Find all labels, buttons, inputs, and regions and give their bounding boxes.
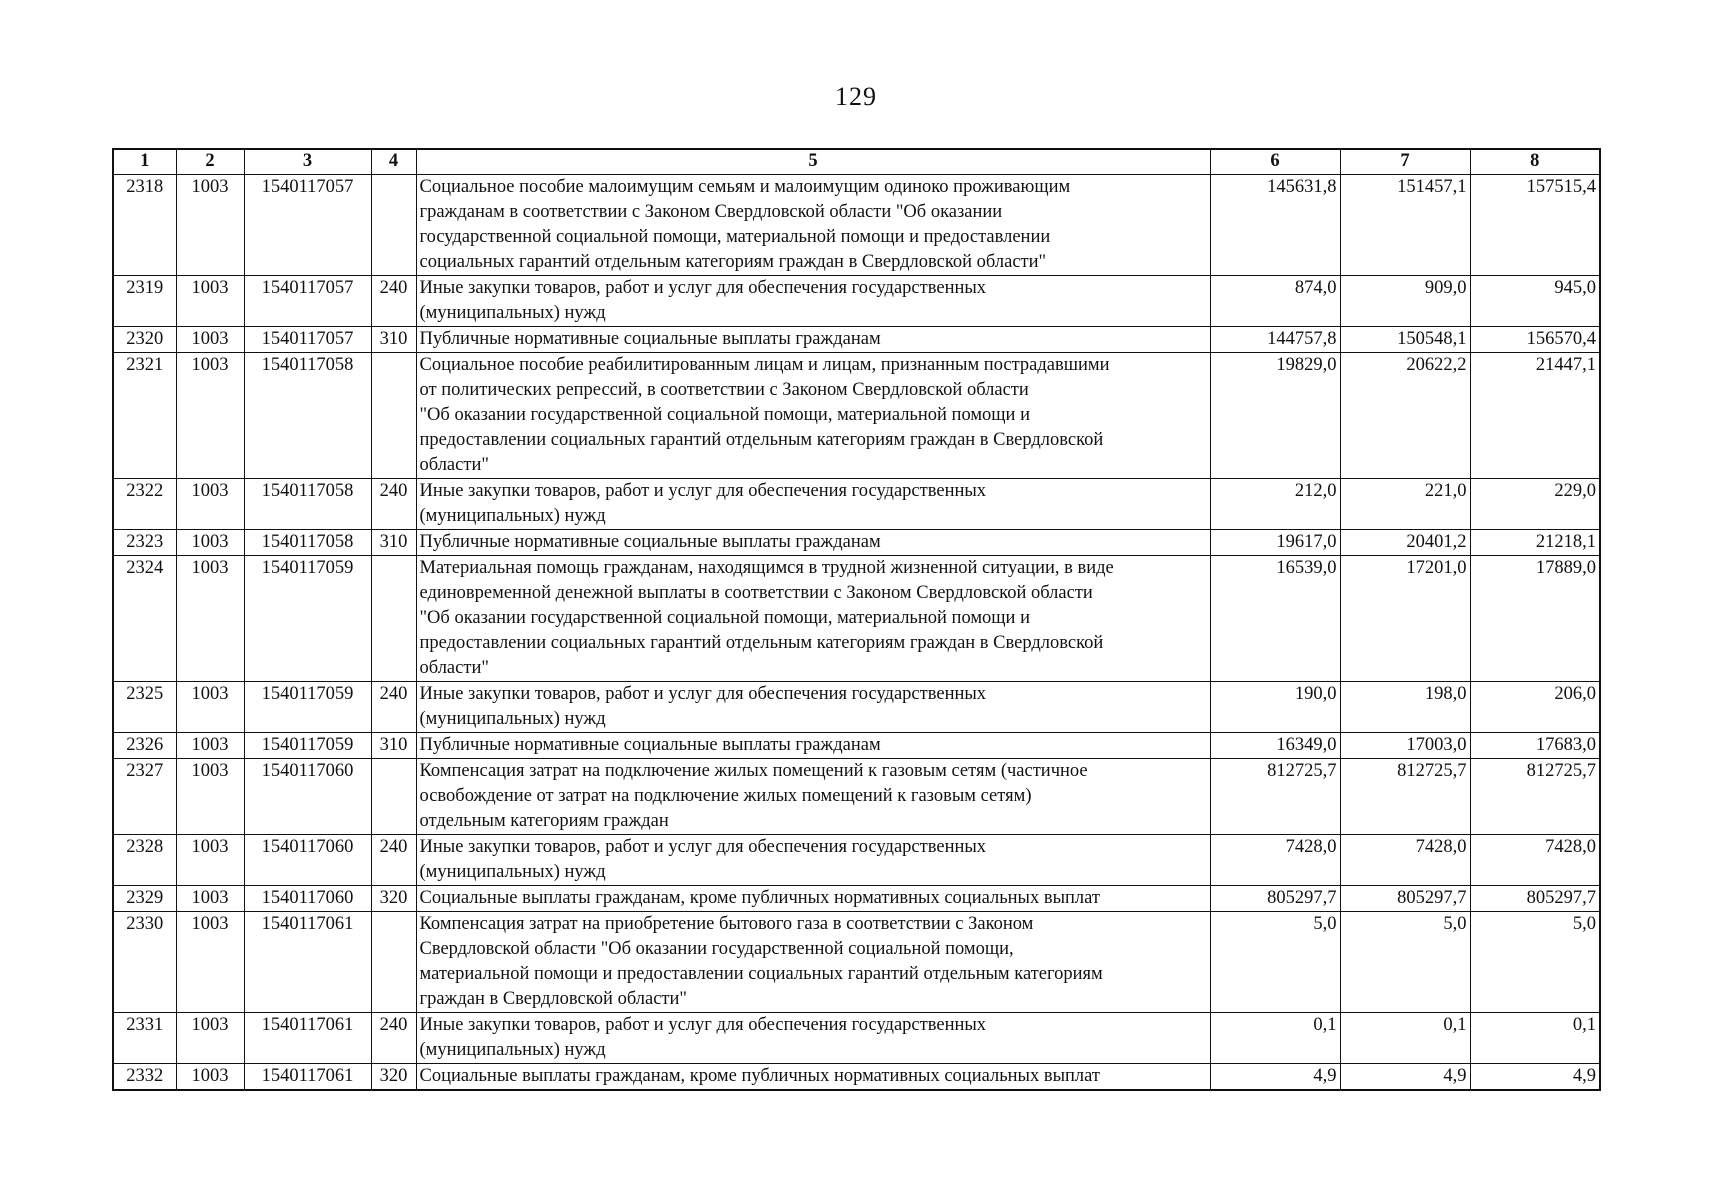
amount-year1-cell: 7428,0	[1210, 835, 1340, 886]
target-article-cell: 1540117060	[244, 835, 371, 886]
target-article-cell: 1540117059	[244, 733, 371, 759]
table-row	[113, 353, 1600, 479]
header-row	[113, 149, 1600, 175]
amount-year1-cell: 5,0	[1210, 912, 1340, 1013]
table-row	[113, 327, 1600, 353]
description-line: граждан в Свердловской области"	[419, 989, 687, 1009]
description-line: Материальная помощь гражданам, находящимся в трудной жизненной ситуации, в виде	[419, 558, 1114, 578]
description-cell	[416, 835, 1210, 886]
table-row	[113, 276, 1600, 327]
section-code-cell: 1003	[176, 556, 244, 682]
description-line: государственной социальной помощи, материальной помощи и предоставлении	[419, 227, 1051, 247]
amount-year2-cell: 221,0	[1340, 479, 1470, 530]
expense-type-cell	[371, 759, 416, 835]
row-number-cell: 2318	[113, 175, 176, 276]
target-article-cell: 1540117061	[244, 1013, 371, 1064]
amount-year2-cell: 805297,7	[1340, 886, 1470, 912]
expense-type-cell: 310	[371, 530, 416, 556]
description-cell	[416, 175, 1210, 276]
description-line: Социальное пособие малоимущим семьям и малоимущим одиноко проживающим	[419, 177, 1071, 197]
section-code-cell: 1003	[176, 1013, 244, 1064]
amount-year2-cell: 151457,1	[1340, 175, 1470, 276]
expense-type-cell	[371, 175, 416, 276]
description-line: от политических репрессий, в соответствии с Законом Свердловской области	[419, 380, 1029, 400]
description-line: (муниципальных) нужд	[419, 1040, 606, 1060]
target-article-cell: 1540117059	[244, 682, 371, 733]
table-row	[113, 530, 1600, 556]
table-row	[113, 759, 1600, 835]
amount-year2-cell: 198,0	[1340, 682, 1470, 733]
column-header: 3	[244, 149, 371, 175]
description-cell	[416, 276, 1210, 327]
amount-year1-cell: 19617,0	[1210, 530, 1340, 556]
target-article-cell: 1540117060	[244, 759, 371, 835]
amount-year1-cell: 805297,7	[1210, 886, 1340, 912]
amount-year1-cell: 145631,8	[1210, 175, 1340, 276]
description-line: предоставлении социальных гарантий отдельным категориям граждан в Свердловской	[419, 430, 1104, 450]
description-line: области"	[419, 658, 489, 678]
target-article-cell: 1540117061	[244, 912, 371, 1013]
section-code-cell: 1003	[176, 479, 244, 530]
row-number-cell: 2320	[113, 327, 176, 353]
column-header: 7	[1340, 149, 1470, 175]
amount-year3-cell: 206,0	[1470, 682, 1600, 733]
amount-year1-cell: 16539,0	[1210, 556, 1340, 682]
table-row	[113, 1064, 1600, 1091]
row-number-cell: 2326	[113, 733, 176, 759]
table-body	[113, 175, 1600, 1091]
target-article-cell: 1540117058	[244, 530, 371, 556]
column-header: 8	[1470, 149, 1600, 175]
description-line: Социальные выплаты гражданам, кроме публичных нормативных социальных выплат	[419, 888, 1100, 908]
expense-type-cell: 240	[371, 479, 416, 530]
section-code-cell: 1003	[176, 886, 244, 912]
amount-year2-cell: 0,1	[1340, 1013, 1470, 1064]
column-header: 5	[416, 149, 1210, 175]
amount-year3-cell: 17889,0	[1470, 556, 1600, 682]
description-line: Иные закупки товаров, работ и услуг для обеспечения государственных	[419, 684, 987, 704]
description-line: единовременной денежной выплаты в соответствии с Законом Свердловской области	[419, 583, 1093, 603]
section-code-cell: 1003	[176, 327, 244, 353]
description-line: (муниципальных) нужд	[419, 303, 606, 323]
description-line: Публичные нормативные социальные выплаты гражданам	[419, 329, 881, 349]
description-cell	[416, 530, 1210, 556]
row-number-cell: 2330	[113, 912, 176, 1013]
amount-year2-cell: 150548,1	[1340, 327, 1470, 353]
row-number-cell: 2322	[113, 479, 176, 530]
amount-year1-cell: 212,0	[1210, 479, 1340, 530]
description-cell	[416, 759, 1210, 835]
amount-year3-cell: 229,0	[1470, 479, 1600, 530]
table-row	[113, 733, 1600, 759]
description-line: области"	[419, 455, 489, 475]
description-cell	[416, 912, 1210, 1013]
description-line: гражданам в соответствии с Законом Свердловской области "Об оказании	[419, 202, 1003, 222]
table-row	[113, 556, 1600, 682]
table-row	[113, 1013, 1600, 1064]
amount-year3-cell: 812725,7	[1470, 759, 1600, 835]
description-line: Публичные нормативные социальные выплаты гражданам	[419, 532, 881, 552]
description-cell	[416, 327, 1210, 353]
description-line: Социальные выплаты гражданам, кроме публичных нормативных социальных выплат	[419, 1066, 1100, 1086]
row-number-cell: 2331	[113, 1013, 176, 1064]
description-line: "Об оказании государственной социальной помощи, материальной помощи и	[419, 405, 1030, 425]
amount-year1-cell: 874,0	[1210, 276, 1340, 327]
table-row	[113, 912, 1600, 1013]
amount-year2-cell: 17201,0	[1340, 556, 1470, 682]
column-header: 6	[1210, 149, 1340, 175]
row-number-cell: 2324	[113, 556, 176, 682]
section-code-cell: 1003	[176, 530, 244, 556]
description-line: материальной помощи и предоставлении социальных гарантий отдельным категориям	[419, 964, 1103, 984]
expense-type-cell: 320	[371, 886, 416, 912]
description-line: Свердловской области "Об оказании государственной социальной помощи,	[419, 939, 1014, 959]
column-header: 1	[113, 149, 176, 175]
description-line: (муниципальных) нужд	[419, 862, 606, 882]
amount-year2-cell: 4,9	[1340, 1064, 1470, 1091]
description-line: Иные закупки товаров, работ и услуг для обеспечения государственных	[419, 481, 987, 501]
amount-year3-cell: 945,0	[1470, 276, 1600, 327]
table-row	[113, 479, 1600, 530]
target-article-cell: 1540117058	[244, 479, 371, 530]
amount-year1-cell: 144757,8	[1210, 327, 1340, 353]
budget-table	[112, 148, 1601, 1091]
expense-type-cell: 310	[371, 327, 416, 353]
amount-year3-cell: 805297,7	[1470, 886, 1600, 912]
section-code-cell: 1003	[176, 276, 244, 327]
description-line: отдельным категориям граждан	[419, 811, 669, 831]
amount-year2-cell: 17003,0	[1340, 733, 1470, 759]
description-line: Иные закупки товаров, работ и услуг для обеспечения государственных	[419, 837, 987, 857]
section-code-cell: 1003	[176, 835, 244, 886]
description-line: предоставлении социальных гарантий отдельным категориям граждан в Свердловской	[419, 633, 1104, 653]
amount-year1-cell: 812725,7	[1210, 759, 1340, 835]
target-article-cell: 1540117061	[244, 1064, 371, 1091]
table-row	[113, 886, 1600, 912]
section-code-cell: 1003	[176, 912, 244, 1013]
row-number-cell: 2319	[113, 276, 176, 327]
expense-type-cell: 240	[371, 276, 416, 327]
amount-year2-cell: 5,0	[1340, 912, 1470, 1013]
expense-type-cell: 310	[371, 733, 416, 759]
expense-type-cell: 240	[371, 835, 416, 886]
amount-year3-cell: 157515,4	[1470, 175, 1600, 276]
expense-type-cell	[371, 556, 416, 682]
description-cell	[416, 1013, 1210, 1064]
row-number-cell: 2328	[113, 835, 176, 886]
section-code-cell: 1003	[176, 175, 244, 276]
description-cell	[416, 479, 1210, 530]
description-line: Компенсация затрат на подключение жилых помещений к газовым сетям (частичное	[419, 761, 1088, 781]
table-row	[113, 175, 1600, 276]
section-code-cell: 1003	[176, 682, 244, 733]
description-line: "Об оказании государственной социальной помощи, материальной помощи и	[419, 608, 1030, 628]
target-article-cell: 1540117057	[244, 327, 371, 353]
target-article-cell: 1540117058	[244, 353, 371, 479]
column-header: 4	[371, 149, 416, 175]
amount-year2-cell: 909,0	[1340, 276, 1470, 327]
description-line: Публичные нормативные социальные выплаты гражданам	[419, 735, 881, 755]
expense-type-cell	[371, 353, 416, 479]
amount-year1-cell: 190,0	[1210, 682, 1340, 733]
expense-type-cell	[371, 912, 416, 1013]
amount-year1-cell: 16349,0	[1210, 733, 1340, 759]
page-number: 129	[835, 82, 877, 111]
section-code-cell: 1003	[176, 353, 244, 479]
amount-year3-cell: 21447,1	[1470, 353, 1600, 479]
description-cell	[416, 1064, 1210, 1091]
description-line: (муниципальных) нужд	[419, 709, 606, 729]
amount-year3-cell: 156570,4	[1470, 327, 1600, 353]
expense-type-cell: 240	[371, 1013, 416, 1064]
table-row	[113, 682, 1600, 733]
amount-year1-cell: 0,1	[1210, 1013, 1340, 1064]
amount-year3-cell: 5,0	[1470, 912, 1600, 1013]
amount-year2-cell: 812725,7	[1340, 759, 1470, 835]
amount-year2-cell: 20622,2	[1340, 353, 1470, 479]
target-article-cell: 1540117057	[244, 276, 371, 327]
target-article-cell: 1540117060	[244, 886, 371, 912]
amount-year2-cell: 7428,0	[1340, 835, 1470, 886]
target-article-cell: 1540117057	[244, 175, 371, 276]
description-line: Иные закупки товаров, работ и услуг для обеспечения государственных	[419, 1015, 987, 1035]
row-number-cell: 2325	[113, 682, 176, 733]
description-line: Компенсация затрат на приобретение бытового газа в соответствии с Законом	[419, 914, 1034, 934]
amount-year3-cell: 4,9	[1470, 1064, 1600, 1091]
description-line: Иные закупки товаров, работ и услуг для обеспечения государственных	[419, 278, 987, 298]
row-number-cell: 2332	[113, 1064, 176, 1091]
description-cell	[416, 556, 1210, 682]
description-line: социальных гарантий отдельным категориям граждан в Свердловской области"	[419, 252, 1047, 272]
column-header: 2	[176, 149, 244, 175]
amount-year1-cell: 19829,0	[1210, 353, 1340, 479]
row-number-cell: 2321	[113, 353, 176, 479]
amount-year3-cell: 17683,0	[1470, 733, 1600, 759]
description-line: (муниципальных) нужд	[419, 506, 606, 526]
amount-year3-cell: 7428,0	[1470, 835, 1600, 886]
row-number-cell: 2327	[113, 759, 176, 835]
description-line: Социальное пособие реабилитированным лицам и лицам, признанным пострадавшими	[419, 355, 1110, 375]
row-number-cell: 2329	[113, 886, 176, 912]
description-cell	[416, 682, 1210, 733]
description-line: освобождение от затрат на подключение жилых помещений к газовым сетям)	[419, 786, 1032, 806]
description-cell	[416, 886, 1210, 912]
description-cell	[416, 733, 1210, 759]
target-article-cell: 1540117059	[244, 556, 371, 682]
table-row	[113, 835, 1600, 886]
row-number-cell: 2323	[113, 530, 176, 556]
section-code-cell: 1003	[176, 759, 244, 835]
description-cell	[416, 353, 1210, 479]
amount-year2-cell: 20401,2	[1340, 530, 1470, 556]
expense-type-cell: 240	[371, 682, 416, 733]
amount-year3-cell: 0,1	[1470, 1013, 1600, 1064]
amount-year3-cell: 21218,1	[1470, 530, 1600, 556]
section-code-cell: 1003	[176, 733, 244, 759]
section-code-cell: 1003	[176, 1064, 244, 1091]
expense-type-cell: 320	[371, 1064, 416, 1091]
amount-year1-cell: 4,9	[1210, 1064, 1340, 1091]
